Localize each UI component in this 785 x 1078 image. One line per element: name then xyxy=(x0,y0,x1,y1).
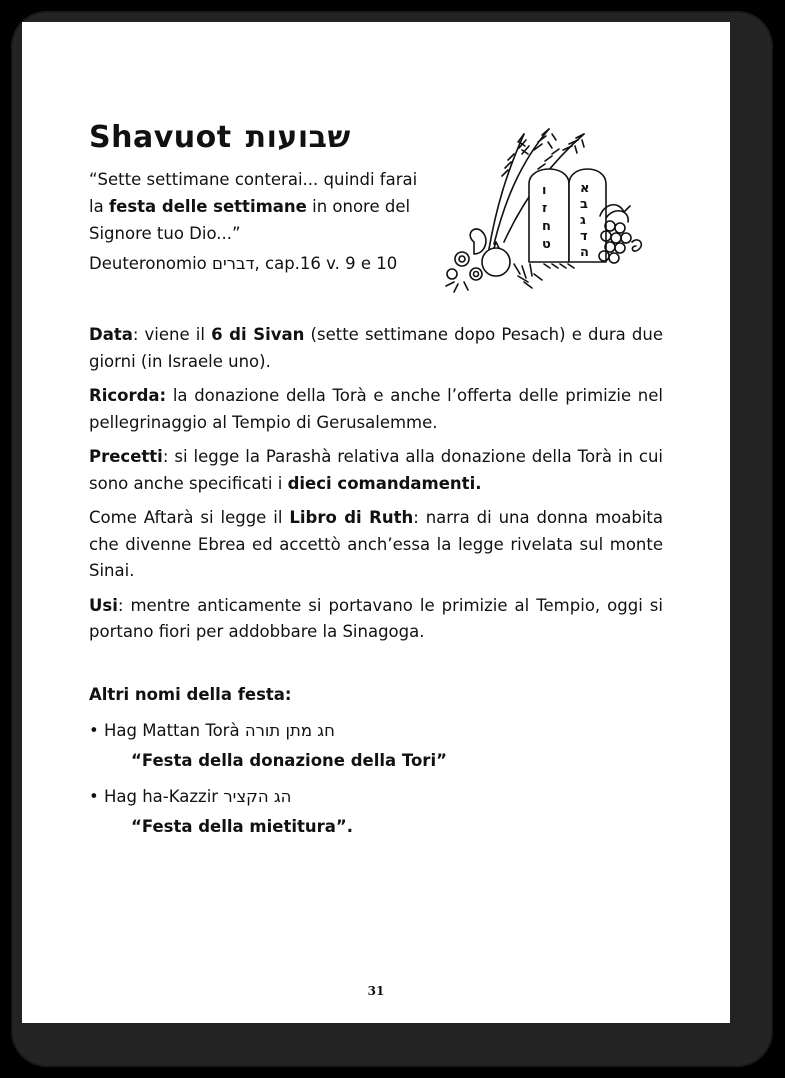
other-name-latin: Hag Mattan Torà xyxy=(98,721,245,740)
svg-text:ו: ו xyxy=(542,183,547,198)
other-name-hebrew: הג הקציר xyxy=(223,787,292,806)
section-aftara-bold: Libro di Ruth xyxy=(289,508,414,527)
section-usi-text: : mentre anticamente si portavano le primizie al Tempio, oggi si portano fiori per addobbare la Sinagoga. xyxy=(89,595,663,641)
svg-text:א: א xyxy=(580,181,590,196)
scripture-source xyxy=(89,254,397,273)
quote-text-end: in onore del Signore tuo Dio...” xyxy=(89,197,411,243)
tablets-wheat-fruit-illustration xyxy=(434,114,644,304)
section-aftara-text: Come Aftarà si legge il xyxy=(89,508,290,527)
bullet-icon: • xyxy=(89,787,99,806)
section-ricorda-text: la donazione della Torà e anche l’offerta delle primizie nel pellegrinaggio al Tempio di Gerusalemme. xyxy=(89,386,663,432)
source-book-hebrew: דברים xyxy=(212,254,255,273)
section-ricorda xyxy=(89,383,663,436)
section-data-text: : viene il xyxy=(132,325,212,344)
section-data-text-end: (sette settimane dopo Pesach) e dura due giorni (in Israele uno). xyxy=(89,325,663,371)
section-usi xyxy=(89,593,663,646)
section-data xyxy=(89,322,663,375)
tablets-icon xyxy=(529,169,606,262)
title-hebrew: שבועות xyxy=(245,120,351,155)
other-name-item xyxy=(89,718,649,744)
svg-text:ב: ב xyxy=(580,197,588,212)
quote-bold: festa delle settimane xyxy=(108,197,307,216)
other-name-item xyxy=(89,784,649,810)
svg-text:ז: ז xyxy=(542,201,548,216)
svg-text:ג: ג xyxy=(580,213,586,228)
svg-text:ח: ח xyxy=(542,219,551,234)
section-aftara-text-end: : narra di una donna moabita che divenne Ebrea ed accettò anch’essa la legge rivelata sul monte Sinai. xyxy=(89,508,663,580)
page-number: 31 xyxy=(367,984,385,998)
section-precetti-label: Precetti xyxy=(89,447,163,466)
section-precetti-text: : si legge la Parashà relativa alla donazione della Torà in cui sono anche specificati i xyxy=(89,447,663,493)
bullet-icon: • xyxy=(89,721,99,740)
section-aftara xyxy=(89,505,663,585)
page-title xyxy=(89,120,351,155)
other-name-translation: “Festa della mietitura”. xyxy=(131,817,354,836)
section-ricorda-label: Ricorda: xyxy=(89,386,167,405)
title-latin: Shavuot xyxy=(89,120,232,155)
fruit-icon xyxy=(470,229,510,276)
source-book: Deuteronomio xyxy=(89,254,213,273)
section-precetti xyxy=(89,444,663,497)
svg-text:ט: ט xyxy=(542,237,551,252)
section-data-label: Data xyxy=(89,325,133,344)
other-names xyxy=(89,682,649,850)
other-name-translation: “Festa della donazione della Tori” xyxy=(131,751,447,770)
source-ref: , cap.16 v. 9 e 10 xyxy=(254,254,398,273)
body-text xyxy=(89,322,663,654)
quote-text: “Sette settimane conterai... quindi farai la xyxy=(89,170,418,216)
document-page xyxy=(22,22,730,1023)
other-name-hebrew: חג מתן תורה xyxy=(244,721,335,740)
other-names-heading: Altri nomi della festa: xyxy=(89,685,292,704)
svg-text:ה: ה xyxy=(580,245,589,260)
section-precetti-bold: dieci comandamenti. xyxy=(287,473,482,493)
svg-text:ד: ד xyxy=(580,229,588,244)
scripture-quote xyxy=(89,166,419,247)
section-usi-label: Usi xyxy=(89,595,118,615)
section-data-bold: 6 di Sivan xyxy=(211,325,305,344)
other-name-latin: Hag ha-Kazzir xyxy=(98,787,224,806)
